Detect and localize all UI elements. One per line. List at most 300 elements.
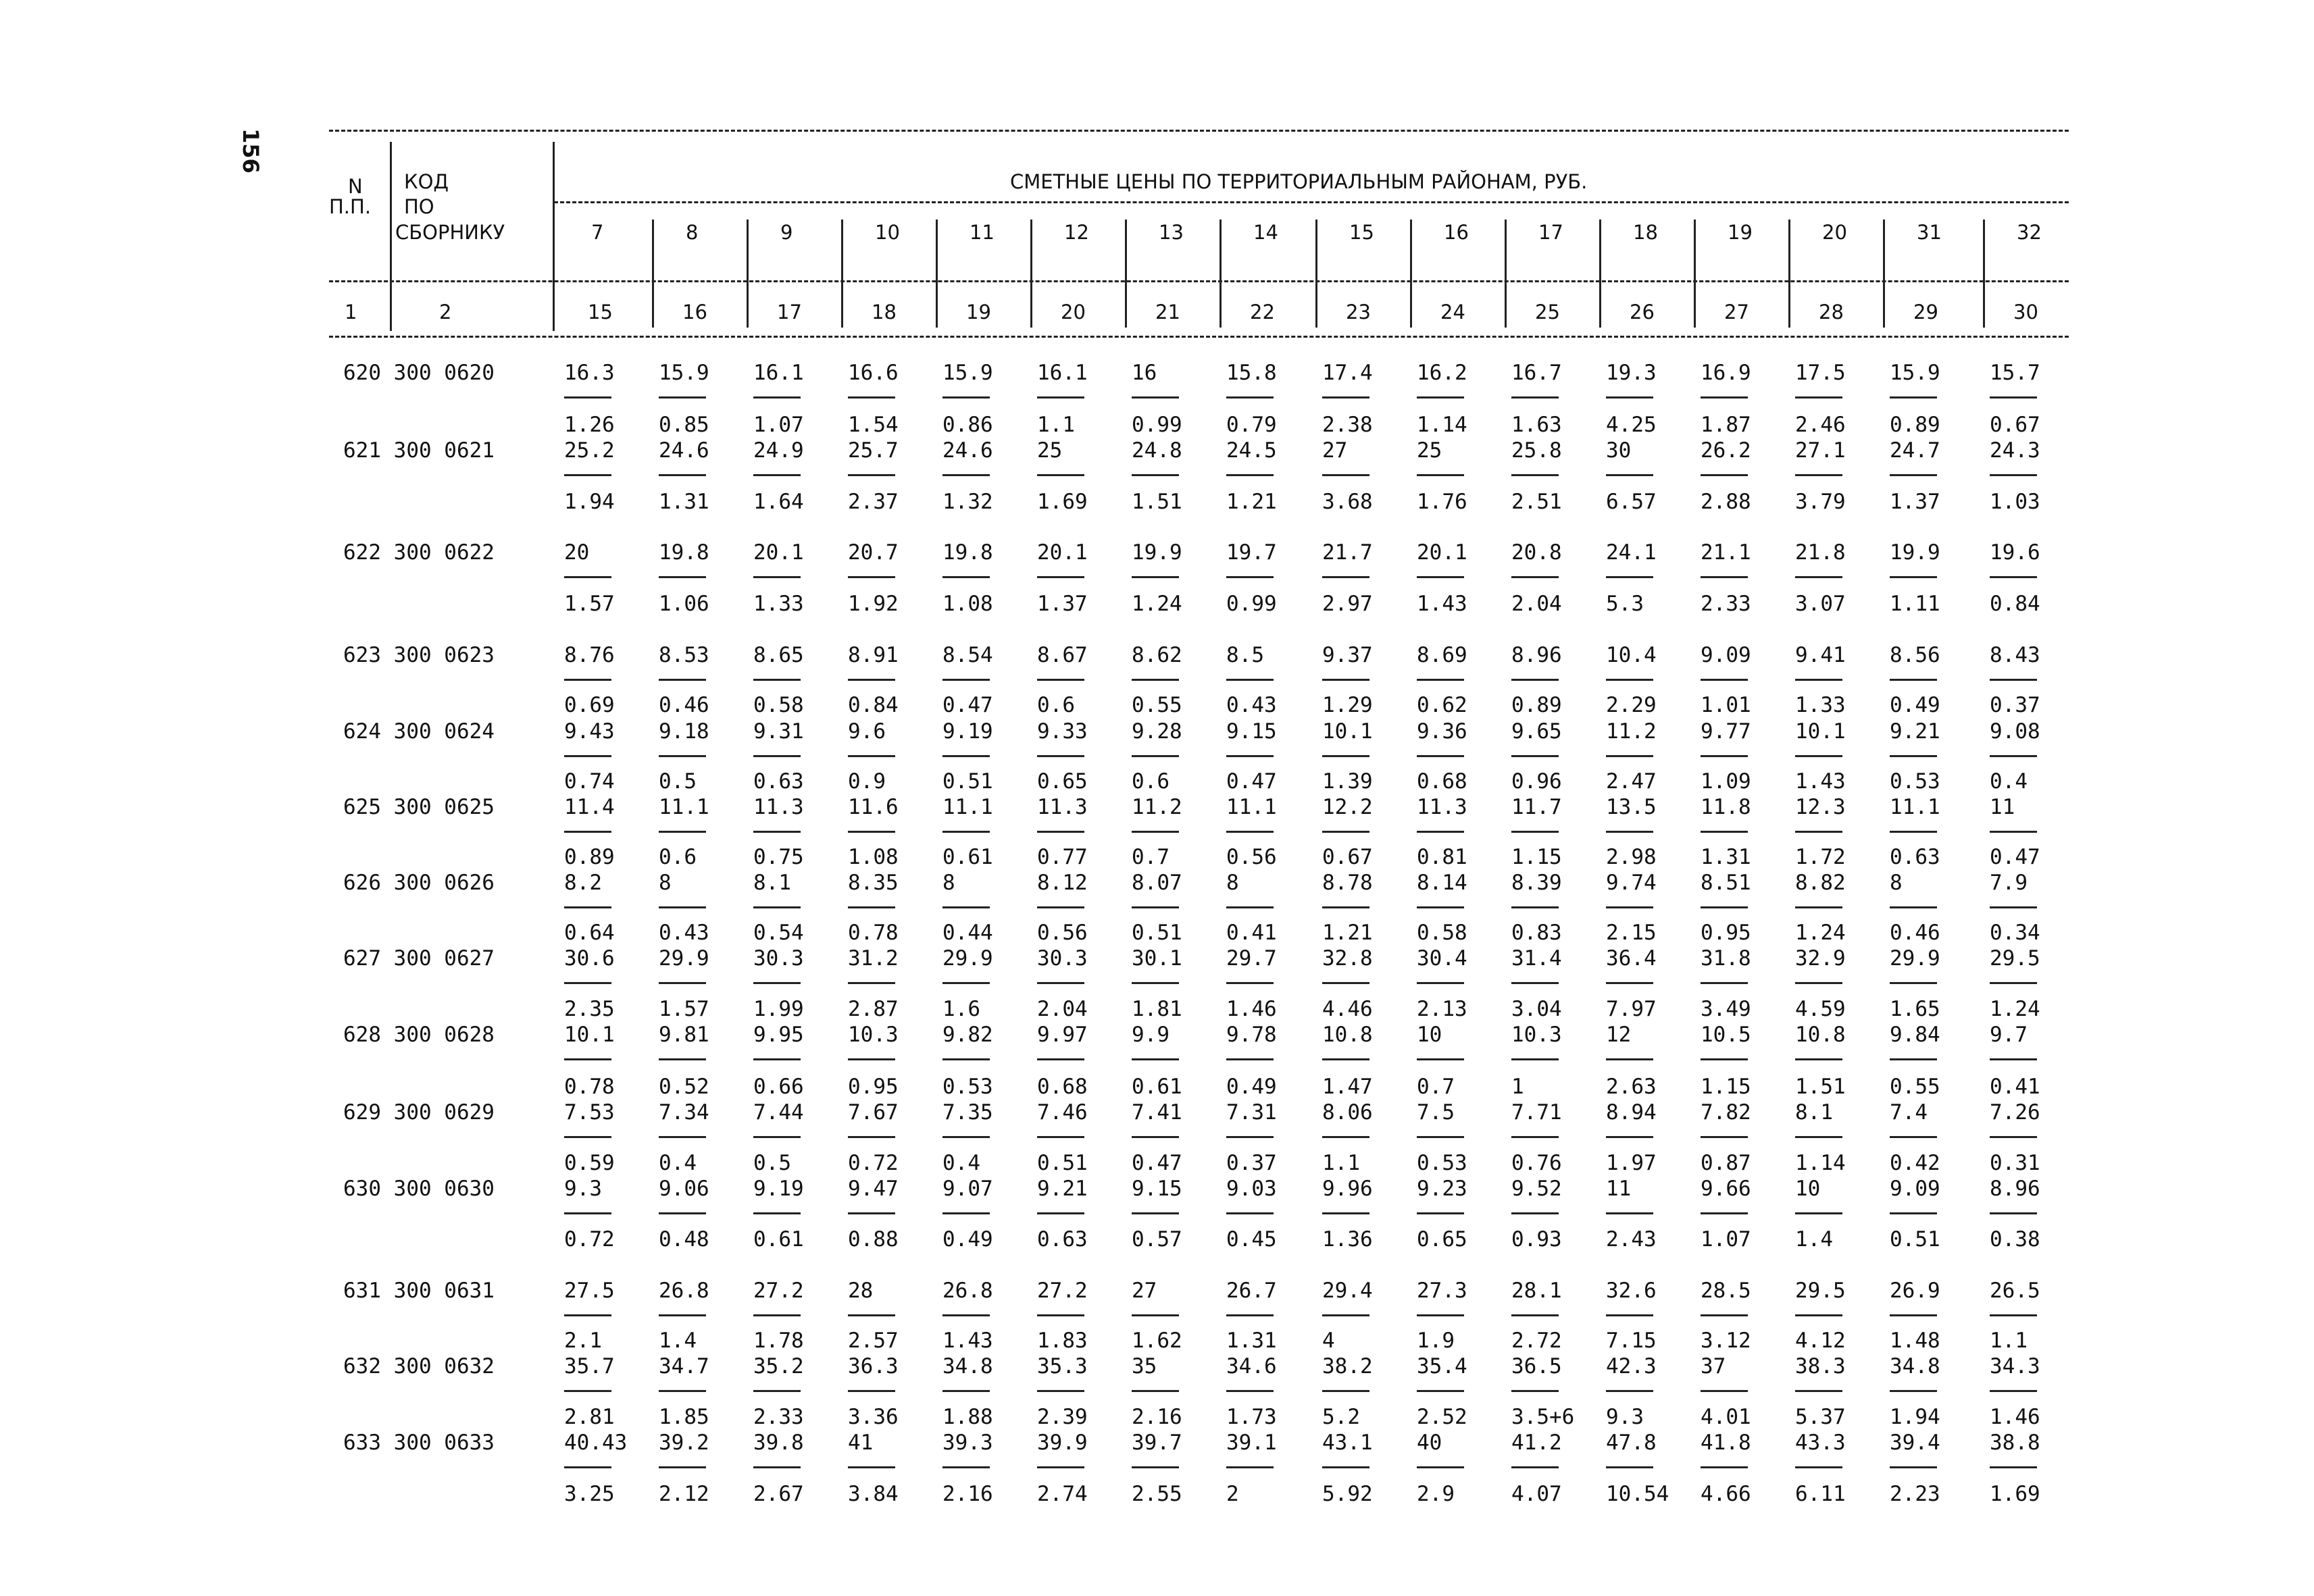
price-cell: 11.8 (1701, 795, 1751, 819)
item-code: 622 300 0622 (343, 540, 495, 565)
price-cell: 11.3 (1417, 795, 1467, 819)
fraction-bar (1606, 1390, 1653, 1392)
price-cell: 9.7 (1990, 1023, 2028, 1047)
price-cell: 8 (1226, 871, 1239, 895)
fraction-bar (659, 576, 706, 578)
price-cell: 34.8 (1890, 1354, 1940, 1379)
price-cell: 29.5 (1990, 946, 2040, 971)
price-cell: 35.4 (1417, 1354, 1467, 1379)
price-cell: 27.2 (1037, 1279, 1088, 1303)
price-cell: 15.8 (1226, 361, 1277, 385)
fraction-bar (1417, 1314, 1464, 1316)
fraction-bar (1226, 1314, 1274, 1316)
price-cell: 26.8 (942, 1279, 993, 1303)
price-cell: 10 (1795, 1177, 1821, 1201)
district-number: 8 (686, 221, 699, 244)
price-cell: 2.63 (1606, 1075, 1657, 1099)
price-cell: 9.15 (1226, 719, 1277, 744)
fraction-bar (1795, 1466, 1842, 1468)
price-cell: 1.57 (564, 592, 615, 616)
price-cell: 19.9 (1132, 540, 1182, 565)
fraction-bar (1037, 1466, 1084, 1468)
district-number: 11 (970, 221, 995, 244)
price-cell: 0.47 (942, 693, 993, 717)
price-cell: 7.15 (1606, 1329, 1657, 1353)
fraction-bar (1417, 474, 1464, 476)
item-code: 624 300 0624 (343, 719, 495, 744)
fraction-bar (1701, 396, 1748, 398)
price-cell: 8 (942, 871, 955, 895)
price-cell: 15.7 (1990, 361, 2040, 385)
column-separator (1410, 220, 1412, 328)
price-cell: 8 (659, 871, 672, 895)
item-code: 627 300 0627 (343, 946, 495, 971)
fraction-bar (1511, 1314, 1559, 1316)
price-cell: 1.73 (1226, 1405, 1277, 1429)
price-cell: 24.8 (1132, 438, 1182, 463)
price-cell: 0.55 (1132, 693, 1182, 717)
price-cell: 39.1 (1226, 1431, 1277, 1455)
price-cell: 7.82 (1701, 1100, 1751, 1125)
price-cell: 0.44 (942, 921, 993, 945)
price-cell: 10.8 (1795, 1023, 1846, 1047)
price-cell: 1.51 (1132, 490, 1182, 514)
fraction-bar (1606, 831, 1653, 833)
price-cell: 2.16 (942, 1482, 993, 1506)
column-index-number: 16 (682, 301, 707, 324)
price-cell: 2.72 (1511, 1329, 1562, 1353)
fraction-bar (753, 474, 801, 476)
fraction-bar (1990, 755, 2037, 757)
fraction-bar (1417, 906, 1464, 908)
price-cell: 1.85 (659, 1405, 709, 1429)
price-cell: 7.44 (753, 1100, 804, 1125)
column-index-number: 30 (2013, 301, 2038, 324)
header-col-code: СБОРНИКУ (395, 221, 505, 244)
column-separator (652, 220, 654, 328)
price-cell: 2.88 (1701, 490, 1751, 514)
district-number: 16 (1444, 221, 1469, 244)
fraction-bar (1606, 1212, 1653, 1214)
price-cell: 29.9 (942, 946, 993, 971)
price-cell: 38.8 (1990, 1431, 2040, 1455)
price-cell: 5.3 (1606, 592, 1644, 616)
fraction-bar (1795, 1136, 1842, 1138)
fraction-bar (848, 1390, 895, 1392)
fraction-bar (659, 1212, 706, 1214)
price-cell: 28 (848, 1279, 874, 1303)
fraction-bar (1226, 1390, 1274, 1392)
fraction-bar (1795, 755, 1842, 757)
price-cell: 36.4 (1606, 946, 1657, 971)
price-cell: 11.2 (1132, 795, 1182, 819)
price-cell: 25.2 (564, 438, 615, 463)
fraction-bar (1417, 576, 1464, 578)
fraction-bar (1322, 396, 1369, 398)
fraction-bar (659, 679, 706, 681)
fraction-bar (1037, 1212, 1084, 1214)
fraction-bar (942, 1058, 990, 1060)
price-cell: 8.65 (753, 643, 804, 667)
fraction-bar (1990, 1466, 2037, 1468)
price-cell: 41.8 (1701, 1431, 1751, 1455)
fraction-bar (1417, 396, 1464, 398)
price-cell: 32.8 (1322, 946, 1373, 971)
fraction-bar (848, 831, 895, 833)
fraction-bar (753, 982, 801, 984)
fraction-bar (753, 396, 801, 398)
price-cell: 19.3 (1606, 361, 1657, 385)
fraction-bar (659, 831, 706, 833)
price-cell: 8.5 (1226, 643, 1264, 667)
price-cell: 21.1 (1701, 540, 1751, 565)
price-cell: 0.78 (564, 1075, 615, 1099)
price-cell: 0.6 (1132, 769, 1169, 794)
price-cell: 31.8 (1701, 946, 1751, 971)
fraction-bar (1226, 1466, 1274, 1468)
fraction-bar (1990, 1058, 2037, 1060)
price-cell: 9.43 (564, 719, 615, 744)
price-cell: 1.07 (1701, 1227, 1751, 1252)
fraction-bar (1701, 1212, 1748, 1214)
price-cell: 1.97 (1606, 1151, 1657, 1175)
price-cell: 11.1 (659, 795, 709, 819)
column-index-number: 26 (1630, 301, 1655, 324)
price-cell: 0.43 (659, 921, 709, 945)
price-cell: 0.99 (1132, 413, 1182, 437)
item-code: 631 300 0631 (343, 1279, 495, 1303)
price-cell: 29.7 (1226, 946, 1277, 971)
price-cell: 35.3 (1037, 1354, 1088, 1379)
price-cell: 0.75 (753, 845, 804, 869)
price-cell: 11.1 (1890, 795, 1940, 819)
price-cell: 1.6 (942, 997, 980, 1021)
price-cell: 0.51 (1890, 1227, 1940, 1252)
price-cell: 1.65 (1890, 997, 1940, 1021)
fraction-bar (848, 576, 895, 578)
column-separator (1788, 220, 1790, 328)
column-separator (1694, 220, 1696, 328)
price-cell: 5.92 (1322, 1482, 1373, 1506)
fraction-bar (942, 1212, 990, 1214)
price-cell: 10.4 (1606, 643, 1657, 667)
column-separator (1315, 220, 1317, 328)
fraction-bar (1606, 1136, 1653, 1138)
price-cell: 27 (1322, 438, 1348, 463)
price-cell: 0.89 (564, 845, 615, 869)
price-cell: 39.8 (753, 1431, 804, 1455)
district-number: 9 (780, 221, 793, 244)
fraction-bar (1037, 396, 1084, 398)
item-code: 626 300 0626 (343, 871, 495, 895)
price-cell: 17.5 (1795, 361, 1846, 385)
fraction-bar (564, 1136, 611, 1138)
fraction-bar (1890, 679, 1937, 681)
district-number: 17 (1538, 221, 1563, 244)
price-cell: 1.14 (1795, 1151, 1846, 1175)
fraction-bar (564, 1212, 611, 1214)
fraction-bar (1417, 1058, 1464, 1060)
price-cell: 35 (1132, 1354, 1157, 1379)
fraction-bar (1990, 679, 2037, 681)
price-cell: 4.46 (1322, 997, 1373, 1021)
fraction-bar (848, 1212, 895, 1214)
price-cell: 0.67 (1990, 413, 2040, 437)
fraction-bar (1701, 679, 1748, 681)
fraction-bar (1511, 396, 1559, 398)
price-cell: 43.1 (1322, 1431, 1373, 1455)
item-code: 621 300 0621 (343, 438, 495, 463)
fraction-bar (1132, 755, 1179, 757)
price-cell: 7.34 (659, 1100, 709, 1125)
fraction-bar (1511, 1058, 1559, 1060)
price-cell: 9.03 (1226, 1177, 1277, 1201)
price-cell: 34.3 (1990, 1354, 2040, 1379)
fraction-bar (1037, 576, 1084, 578)
price-cell: 26.7 (1226, 1279, 1277, 1303)
fraction-bar (942, 1314, 990, 1316)
price-cell: 15.9 (659, 361, 709, 385)
price-cell: 0.48 (659, 1227, 709, 1252)
price-cell: 29.9 (659, 946, 709, 971)
fraction-bar (1890, 1390, 1937, 1392)
fraction-bar (1795, 1212, 1842, 1214)
fraction-bar (1606, 1058, 1653, 1060)
price-cell: 9.95 (753, 1023, 804, 1047)
column-index-number: 29 (1913, 301, 1938, 324)
fraction-bar (1322, 1466, 1369, 1468)
price-cell: 0.72 (564, 1227, 615, 1252)
price-cell: 9.82 (942, 1023, 993, 1047)
price-cell: 1.81 (1132, 997, 1182, 1021)
price-cell: 8.07 (1132, 871, 1182, 895)
fraction-bar (753, 1390, 801, 1392)
price-cell: 0.84 (1990, 592, 2040, 616)
price-cell: 0.5 (659, 769, 697, 794)
price-cell: 26.8 (659, 1279, 709, 1303)
fraction-bar (1226, 1058, 1274, 1060)
price-cell: 9.84 (1890, 1023, 1940, 1047)
price-cell: 1.1 (1037, 413, 1075, 437)
price-cell: 1.09 (1701, 769, 1751, 794)
fraction-bar (1322, 1136, 1369, 1138)
price-cell: 32.9 (1795, 946, 1846, 971)
fraction-bar (1606, 755, 1653, 757)
district-number: 13 (1159, 221, 1184, 244)
price-cell: 0.87 (1701, 1151, 1751, 1175)
fraction-bar (564, 576, 611, 578)
fraction-bar (1795, 396, 1842, 398)
price-cell: 11 (1990, 795, 2015, 819)
price-cell: 38.3 (1795, 1354, 1846, 1379)
price-cell: 2.55 (1132, 1482, 1182, 1506)
fraction-bar (1890, 831, 1937, 833)
header-col-n: N (348, 175, 363, 198)
fraction-bar (1511, 474, 1559, 476)
price-cell: 15.9 (1890, 361, 1940, 385)
price-cell: 1.62 (1132, 1329, 1182, 1353)
price-cell: 16.6 (848, 361, 899, 385)
fraction-bar (1322, 982, 1369, 984)
column-separator (1883, 220, 1885, 328)
price-cell: 2.33 (753, 1405, 804, 1429)
price-cell: 42.3 (1606, 1354, 1657, 1379)
price-cell: 0.66 (753, 1075, 804, 1099)
price-cell: 2.74 (1037, 1482, 1088, 1506)
fraction-bar (1417, 755, 1464, 757)
price-cell: 2.81 (564, 1405, 615, 1429)
price-cell: 7.4 (1890, 1100, 1928, 1125)
price-cell: 0.7 (1132, 845, 1169, 869)
fraction-bar (1226, 1212, 1274, 1214)
price-cell: 1.47 (1322, 1075, 1373, 1099)
price-cell: 2.57 (848, 1329, 899, 1353)
price-cell: 0.5 (753, 1151, 791, 1175)
price-cell: 19.9 (1890, 540, 1940, 565)
price-cell: 0.4 (942, 1151, 980, 1175)
price-cell: 25.8 (1511, 438, 1562, 463)
price-cell: 24.6 (942, 438, 993, 463)
fraction-bar (1606, 906, 1653, 908)
fraction-bar (659, 755, 706, 757)
fraction-bar (848, 679, 895, 681)
price-cell: 28.5 (1701, 1279, 1751, 1303)
price-cell: 3.25 (564, 1482, 615, 1506)
price-cell: 29.4 (1322, 1279, 1373, 1303)
fraction-bar (753, 1136, 801, 1138)
price-cell: 12 (1606, 1023, 1632, 1047)
price-cell: 1.21 (1322, 921, 1373, 945)
price-cell: 9.33 (1037, 719, 1088, 744)
price-cell: 0.47 (1990, 845, 2040, 869)
fraction-bar (1701, 755, 1748, 757)
fraction-bar (1990, 1136, 2037, 1138)
price-cell: 47.8 (1606, 1431, 1657, 1455)
item-code: 630 300 0630 (343, 1177, 495, 1201)
price-cell: 9.21 (1037, 1177, 1088, 1201)
price-cell: 30.3 (753, 946, 804, 971)
price-cell: 7.41 (1132, 1100, 1182, 1125)
price-cell: 0.49 (1226, 1075, 1277, 1099)
price-cell: 27.1 (1795, 438, 1846, 463)
price-cell: 9.41 (1795, 643, 1846, 667)
price-cell: 8.51 (1701, 871, 1751, 895)
fraction-bar (848, 396, 895, 398)
price-cell: 7.35 (942, 1100, 993, 1125)
price-cell: 7.46 (1037, 1100, 1088, 1125)
price-cell: 4.12 (1795, 1329, 1846, 1353)
fraction-bar (1226, 831, 1274, 833)
price-cell: 7.53 (564, 1100, 615, 1125)
fraction-bar (942, 679, 990, 681)
price-cell: 20.1 (753, 540, 804, 565)
price-cell: 20.1 (1417, 540, 1467, 565)
fraction-bar (659, 396, 706, 398)
price-cell: 11.3 (1037, 795, 1088, 819)
fraction-bar (1132, 1058, 1179, 1060)
price-cell: 19.7 (1226, 540, 1277, 565)
price-cell: 1.36 (1322, 1227, 1373, 1252)
price-cell: 1.4 (1795, 1227, 1833, 1252)
price-cell: 37 (1701, 1354, 1726, 1379)
header-separator (553, 142, 555, 331)
price-cell: 3.68 (1322, 490, 1373, 514)
price-cell: 7.97 (1606, 997, 1657, 1021)
fraction-bar (659, 1390, 706, 1392)
price-cell: 0.34 (1990, 921, 2040, 945)
price-cell: 0.65 (1037, 769, 1088, 794)
fraction-bar (1606, 396, 1653, 398)
price-cell: 3.36 (848, 1405, 899, 1429)
price-cell: 9.09 (1890, 1177, 1940, 1201)
price-cell: 2.33 (1701, 592, 1751, 616)
fraction-bar (942, 1466, 990, 1468)
fraction-bar (1226, 396, 1274, 398)
fraction-bar (1990, 396, 2037, 398)
price-cell: 1.08 (848, 845, 899, 869)
header-bottom-rule (329, 336, 2069, 338)
price-cell: 2.38 (1322, 413, 1373, 437)
price-cell: 0.51 (942, 769, 993, 794)
header-col-code: ПО (404, 195, 434, 218)
price-cell: 30.3 (1037, 946, 1088, 971)
item-code: 628 300 0628 (343, 1023, 495, 1047)
fraction-bar (1132, 1466, 1179, 1468)
column-index-number: 19 (966, 301, 991, 324)
fraction-bar (1132, 831, 1179, 833)
fraction-bar (753, 755, 801, 757)
price-cell: 0.93 (1511, 1227, 1562, 1252)
price-cell: 2.9 (1417, 1482, 1455, 1506)
fraction-bar (753, 1314, 801, 1316)
column-index-number: 28 (1819, 301, 1844, 324)
fraction-bar (1322, 1058, 1369, 1060)
header-title: СМЕТНЫЕ ЦЕНЫ ПО ТЕРРИТОРИАЛЬНЫМ РАЙОНАМ, РУБ. (1010, 170, 1588, 193)
price-cell: 7.31 (1226, 1100, 1277, 1125)
fraction-bar (1701, 982, 1748, 984)
fraction-bar (1701, 1136, 1748, 1138)
fraction-bar (659, 982, 706, 984)
price-cell: 7.71 (1511, 1100, 1562, 1125)
fraction-bar (564, 1058, 611, 1060)
price-cell: 1.43 (1795, 769, 1846, 794)
price-cell: 2 (1226, 1482, 1239, 1506)
fraction-bar (1890, 1136, 1937, 1138)
price-cell: 19.8 (659, 540, 709, 565)
price-cell: 41 (848, 1431, 874, 1455)
price-cell: 1.24 (1990, 997, 2040, 1021)
price-cell: 3.5+6 (1511, 1405, 1575, 1429)
fraction-bar (942, 1136, 990, 1138)
price-cell: 1.63 (1511, 413, 1562, 437)
fraction-bar (753, 831, 801, 833)
price-cell: 0.84 (848, 693, 899, 717)
fraction-bar (1890, 1058, 1937, 1060)
price-cell: 11.3 (753, 795, 804, 819)
column-separator (747, 220, 749, 328)
price-cell: 0.47 (1132, 1151, 1182, 1175)
price-cell: 10.3 (1511, 1023, 1562, 1047)
fraction-bar (942, 1390, 990, 1392)
fraction-bar (1417, 1390, 1464, 1392)
price-cell: 9.97 (1037, 1023, 1088, 1047)
price-cell: 0.54 (753, 921, 804, 945)
price-cell: 0.64 (564, 921, 615, 945)
price-cell: 9.81 (659, 1023, 709, 1047)
fraction-bar (1795, 679, 1842, 681)
price-cell: 8.69 (1417, 643, 1467, 667)
fraction-bar (1606, 576, 1653, 578)
